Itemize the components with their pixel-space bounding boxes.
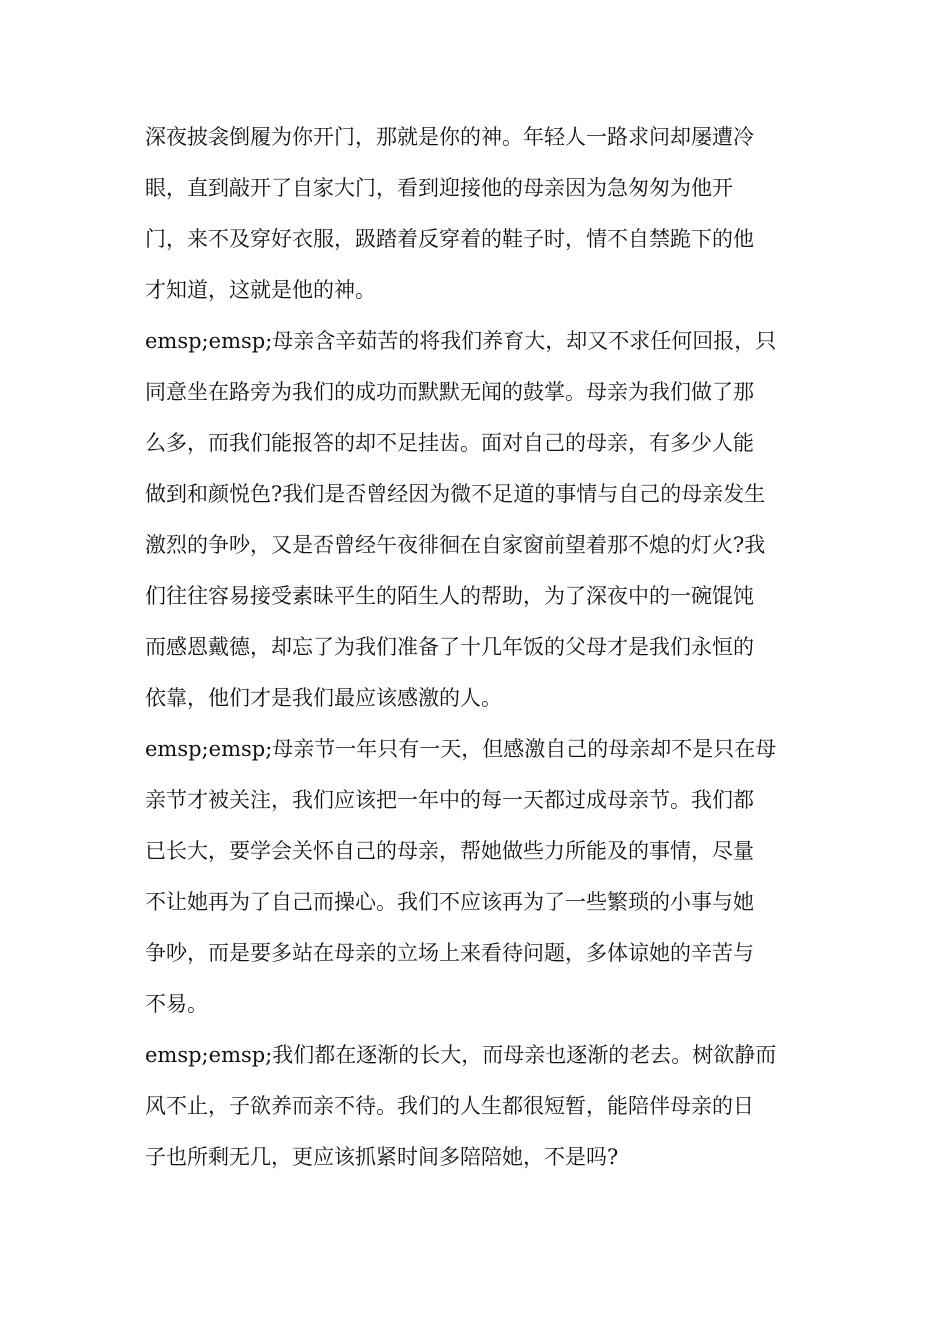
text-line: 眼，直到敲开了自家大门，看到迎接他的母亲因为急匆匆为他开 bbox=[145, 176, 733, 200]
paragraph-4 bbox=[145, 1030, 810, 1183]
text-line: 不让她再为了自己而操心。我们不应该再为了一些繁琐的小事与她 bbox=[145, 890, 754, 914]
paragraph-2 bbox=[145, 316, 810, 724]
text-line: 门，来不及穿好衣服，趿踏着反穿着的鞋子时，情不自禁跪下的他 bbox=[145, 227, 754, 251]
text-line: emsp;emsp;母亲含辛茹苦的将我们养育大，却又不求任何回报，只 bbox=[145, 329, 777, 353]
text-line: 么多，而我们能报答的却不足挂齿。面对自己的母亲，有多少人能 bbox=[145, 431, 754, 455]
text-line: 而感恩戴德，却忘了为我们准备了十几年饭的父母才是我们永恒的 bbox=[145, 635, 754, 659]
text-line: 争吵，而是要多站在母亲的立场上来看待问题，多体谅她的辛苦与 bbox=[145, 941, 754, 965]
paragraph-1 bbox=[145, 112, 810, 316]
text-line: 同意坐在路旁为我们的成功而默默无闻的鼓掌。母亲为我们做了那 bbox=[145, 380, 754, 404]
text-line: 子也所剩无几，更应该抓紧时间多陪陪她，不是吗? bbox=[145, 1145, 619, 1169]
document-body bbox=[145, 112, 810, 1183]
text-line: 深夜披衾倒履为你开门，那就是你的神。年轻人一路求问却屡遭冷 bbox=[145, 125, 754, 149]
text-line: emsp;emsp;我们都在逐渐的长大，而母亲也逐渐的老去。树欲静而 bbox=[145, 1043, 777, 1067]
text-line: 风不止，子欲养而亲不待。我们的人生都很短暂，能陪伴母亲的日 bbox=[145, 1094, 754, 1118]
text-line: 做到和颜悦色?我们是否曾经因为微不足道的事情与自己的母亲发生 bbox=[145, 482, 766, 506]
text-line: 已长大，要学会关怀自己的母亲，帮她做些力所能及的事情，尽量 bbox=[145, 839, 754, 863]
text-line: 们往往容易接受素昧平生的陌生人的帮助，为了深夜中的一碗馄饨 bbox=[145, 584, 754, 608]
text-line: 依靠，他们才是我们最应该感激的人。 bbox=[145, 686, 502, 710]
text-line: 才知道，这就是他的神。 bbox=[145, 278, 376, 302]
text-line: emsp;emsp;母亲节一年只有一天，但感激自己的母亲却不是只在母 bbox=[145, 737, 777, 761]
text-line: 激烈的争吵，又是否曾经午夜徘徊在自家窗前望着那不熄的灯火?我 bbox=[145, 533, 766, 557]
paragraph-3 bbox=[145, 724, 810, 1030]
text-line: 不易。 bbox=[145, 992, 208, 1016]
text-line: 亲节才被关注，我们应该把一年中的每一天都过成母亲节。我们都 bbox=[145, 788, 754, 812]
